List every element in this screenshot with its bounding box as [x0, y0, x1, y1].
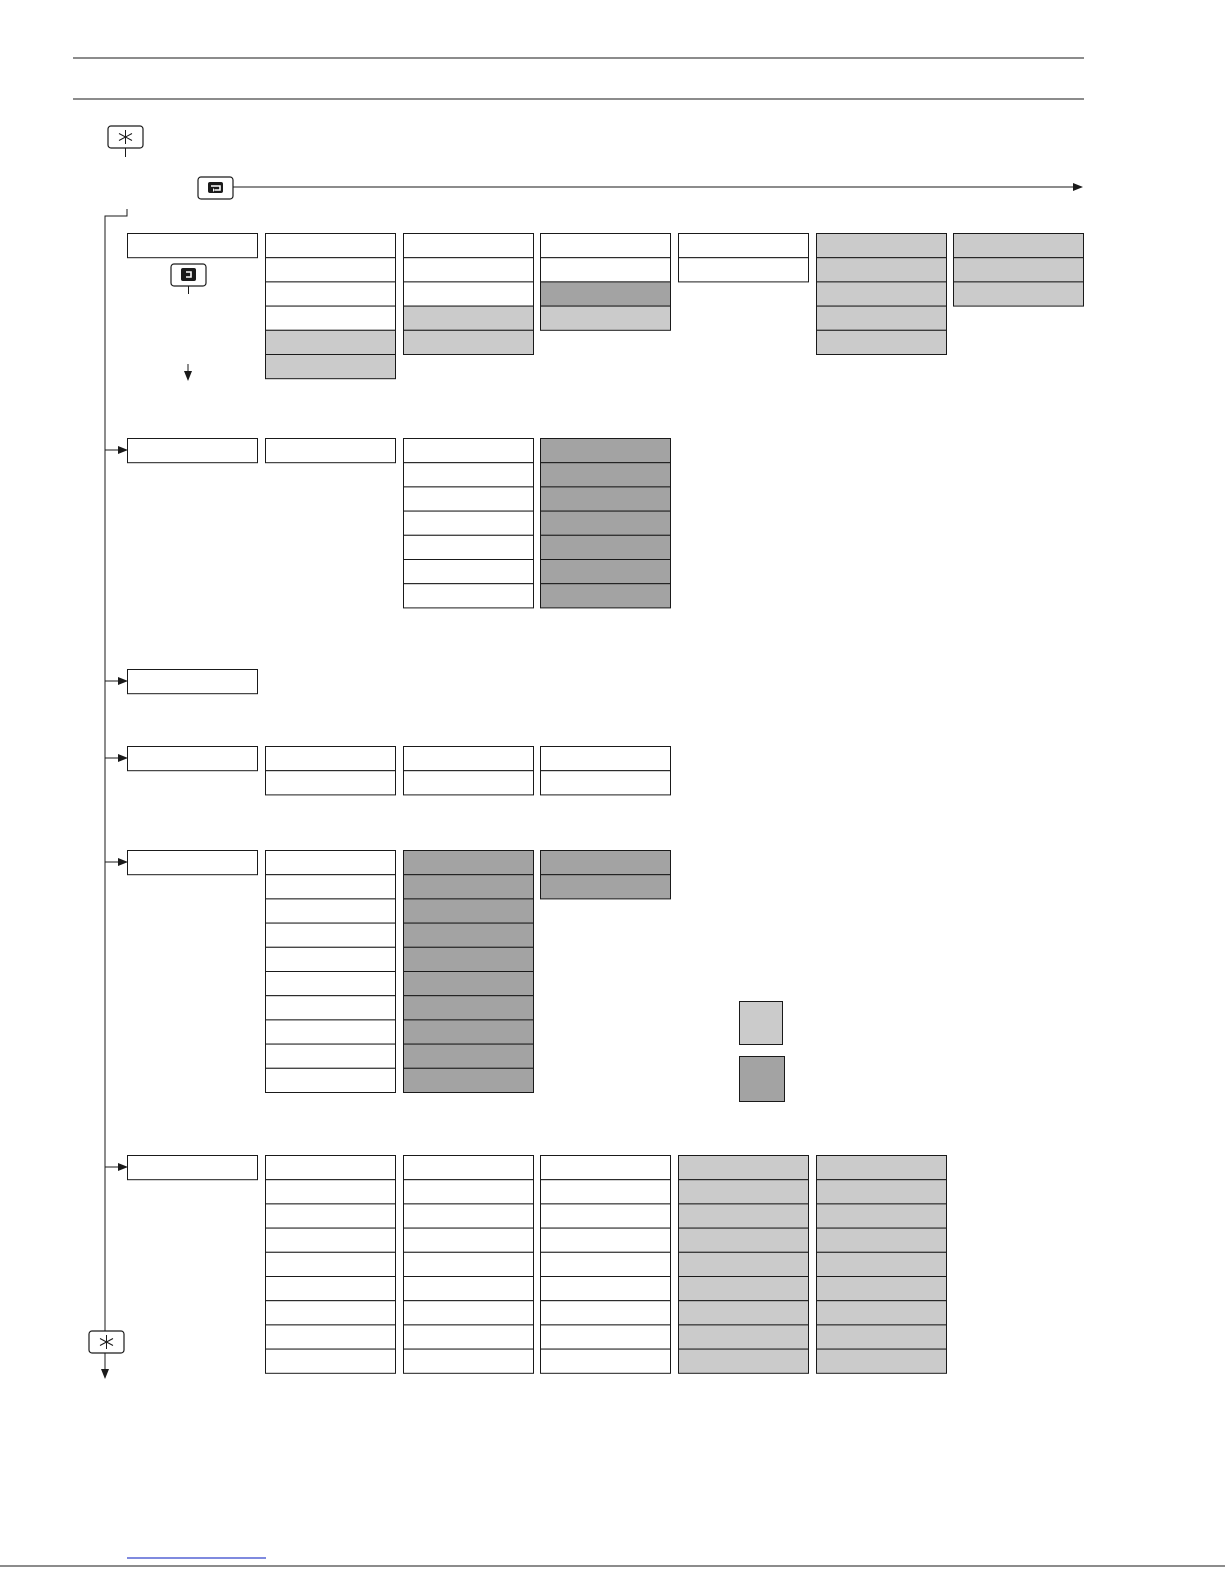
menu-item-box: [266, 306, 396, 330]
menu-item-box: [266, 923, 396, 947]
menu-item-box: [404, 947, 534, 971]
menu-item-box: [541, 771, 671, 795]
menu-item-box: [817, 1277, 947, 1301]
menu-item-box: [404, 1349, 534, 1373]
menu-item-box: [541, 463, 671, 487]
menu-item-box: [404, 899, 534, 923]
menu-item-box: [817, 1301, 947, 1325]
menu-item-box: [817, 1180, 947, 1204]
menu-item-box: [404, 439, 534, 463]
menu-item-box: [266, 258, 396, 282]
menu-item-box: [541, 282, 671, 306]
menu-item-box: [954, 282, 1084, 306]
legend: [740, 1002, 785, 1102]
menu-item-box: [266, 355, 396, 379]
menu-item-box: [541, 560, 671, 584]
menu-item-box: [817, 1156, 947, 1180]
menu-group-3: [105, 670, 258, 694]
menu-item-box: [817, 330, 947, 354]
menu-item-box: [541, 1204, 671, 1228]
menu-item-box: [817, 1204, 947, 1228]
menu-item-box: [404, 330, 534, 354]
menu-item-box: [266, 1068, 396, 1092]
menu-item-box: [404, 1156, 534, 1180]
menu-item-box: [817, 258, 947, 282]
menu-item-box: [404, 1228, 534, 1252]
menu-item-box: [679, 1228, 809, 1252]
menu-item-box: [404, 282, 534, 306]
legend-swatch-dark: [740, 1057, 785, 1102]
menu-item-box: [404, 875, 534, 899]
menu-item-box: [266, 439, 396, 463]
menu-item-box: [817, 1349, 947, 1373]
menu-item-box: [541, 306, 671, 330]
menu-heading-box: [128, 234, 258, 258]
menu-item-box: [541, 1252, 671, 1276]
menu-item-box: [404, 306, 534, 330]
menu-item-box: [404, 258, 534, 282]
menu-item-box: [679, 1252, 809, 1276]
menu-item-box: [541, 1277, 671, 1301]
menu-item-box: [266, 1277, 396, 1301]
menu-item-box: [679, 1349, 809, 1373]
menu-item-box: [266, 1252, 396, 1276]
menu-item-box: [817, 1325, 947, 1349]
menu-group-6: [105, 1156, 947, 1374]
main-flow-line: [105, 209, 127, 1378]
menu-item-box: [404, 851, 534, 875]
menu-item-box: [541, 258, 671, 282]
menu-item-box: [541, 747, 671, 771]
loop-key-icon: [198, 177, 233, 199]
menu-item-box: [266, 330, 396, 354]
asterisk-key-icon: [108, 126, 143, 157]
menu-item-box: [404, 1252, 534, 1276]
menu-item-box: [679, 1156, 809, 1180]
menu-item-box: [404, 1301, 534, 1325]
menu-item-box: [266, 899, 396, 923]
menu-item-box: [954, 234, 1084, 258]
menu-item-box: [266, 851, 396, 875]
menu-item-box: [266, 1228, 396, 1252]
menu-item-box: [541, 511, 671, 535]
menu-item-box: [404, 1044, 534, 1068]
menu-item-box: [541, 1156, 671, 1180]
menu-heading-box: [128, 1156, 258, 1180]
menu-item-box: [541, 1325, 671, 1349]
menu-item-box: [541, 439, 671, 463]
menu-item-box: [266, 771, 396, 795]
menu-item-box: [404, 584, 534, 608]
menu-item-box: [266, 1156, 396, 1180]
legend-swatch-light: [740, 1002, 783, 1045]
menu-item-box: [266, 1325, 396, 1349]
menu-item-box: [541, 1180, 671, 1204]
menu-item-box: [266, 972, 396, 996]
menu-item-box: [404, 511, 534, 535]
menu-group-2: [105, 439, 671, 608]
menu-item-box: [404, 535, 534, 559]
menu-item-box: [404, 1277, 534, 1301]
menu-item-box: [679, 1180, 809, 1204]
menu-item-box: [404, 487, 534, 511]
menu-item-box: [541, 487, 671, 511]
menu-item-box: [404, 1180, 534, 1204]
menu-item-box: [266, 1044, 396, 1068]
menu-item-box: [404, 234, 534, 258]
menu-item-box: [266, 875, 396, 899]
menu-item-box: [541, 584, 671, 608]
menu-item-box: [266, 947, 396, 971]
menu-item-box: [679, 1204, 809, 1228]
menu-item-box: [404, 923, 534, 947]
menu-item-box: [266, 1301, 396, 1325]
menu-item-box: [541, 875, 671, 899]
menu-group-1: [128, 234, 1084, 379]
menu-item-box: [541, 1301, 671, 1325]
menu-groups: [105, 234, 1084, 1374]
menu-item-box: [817, 1228, 947, 1252]
menu-item-box: [679, 234, 809, 258]
menu-group-5: [105, 851, 671, 1093]
menu-heading-box: [128, 747, 258, 771]
asterisk-key-icon: [89, 1331, 124, 1353]
menu-item-box: [404, 972, 534, 996]
enter-key-icon: [171, 264, 206, 294]
menu-item-box: [266, 747, 396, 771]
menu-item-box: [817, 306, 947, 330]
menu-item-box: [266, 1204, 396, 1228]
menu-item-box: [266, 1349, 396, 1373]
menu-item-box: [817, 1252, 947, 1276]
menu-item-box: [404, 1068, 534, 1092]
menu-item-box: [679, 1301, 809, 1325]
menu-heading-box: [128, 439, 258, 463]
menu-item-box: [266, 282, 396, 306]
menu-item-box: [541, 851, 671, 875]
menu-item-box: [541, 234, 671, 258]
menu-item-box: [541, 1349, 671, 1373]
menu-item-box: [404, 560, 534, 584]
menu-item-box: [266, 996, 396, 1020]
menu-item-box: [404, 1204, 534, 1228]
menu-item-box: [679, 258, 809, 282]
menu-heading-box: [128, 670, 258, 694]
menu-item-box: [266, 1180, 396, 1204]
menu-heading-box: [128, 851, 258, 875]
menu-item-box: [817, 234, 947, 258]
menu-item-box: [266, 234, 396, 258]
menu-item-box: [404, 771, 534, 795]
menu-item-box: [541, 1228, 671, 1252]
menu-item-box: [404, 996, 534, 1020]
menu-item-box: [404, 1020, 534, 1044]
menu-item-box: [541, 535, 671, 559]
menu-group-4: [105, 747, 671, 795]
menu-item-box: [404, 1325, 534, 1349]
menu-item-box: [679, 1277, 809, 1301]
menu-item-box: [954, 258, 1084, 282]
menu-item-box: [266, 1020, 396, 1044]
menu-item-box: [404, 747, 534, 771]
menu-item-box: [679, 1325, 809, 1349]
menu-item-box: [817, 282, 947, 306]
menu-item-box: [404, 463, 534, 487]
